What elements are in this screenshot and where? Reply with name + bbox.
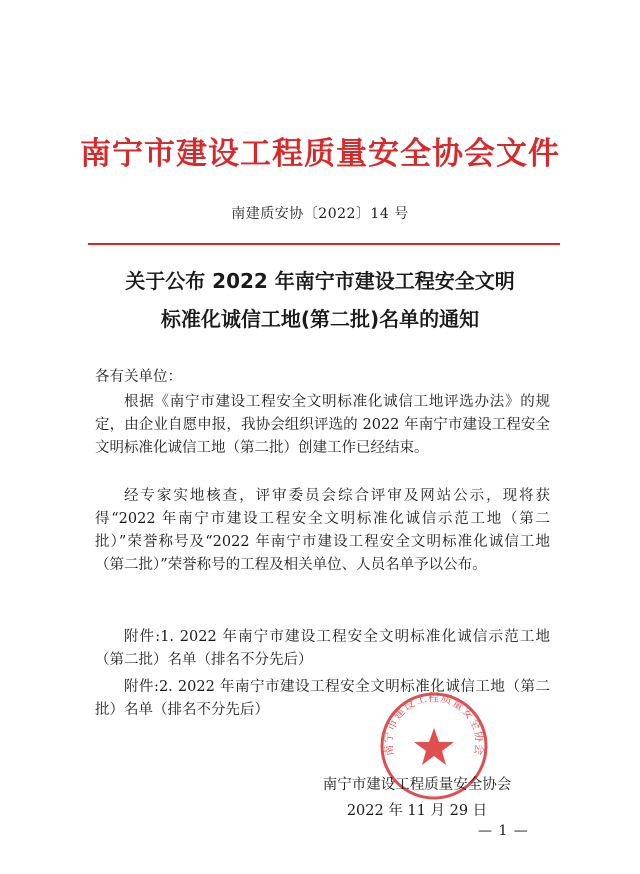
signature-block [300,772,534,824]
notice-title-line1: 关于公布 2022 年南宁市建设工程安全文明 [125,269,515,293]
signature-date: 2022 年 11 月 29 日 [346,803,488,819]
attachment-1: 附件:1. 2022 年南宁市建设工程安全文明标准化诚信示范工地（第二批）名单（排名不分先后） [95,629,550,668]
signature-org: 南宁市建设工程质量安全协会 [322,777,512,793]
salutation: 各有关单位： [95,369,182,385]
seal-text: 南宁市建设工程质量安全协会 [381,691,487,757]
org-header-title: 南宁市建设工程质量安全协会文件 [80,136,560,172]
attachment-2: 附件:2. 2022 年南宁市建设工程安全文明标准化诚信工地（第二批）名单（排名不分先后） [95,679,550,718]
body-paragraph-1: 根据《南宁市建设工程安全文明标准化诚信工地评选办法》的规定，由企业自愿申报，我协会组织评选的 2022 年南宁市建设工程安全文明标准化诚信工地（第二批）创建工作已经结束。 [95,394,550,456]
red-divider [88,243,560,245]
page-number: — 1 — [478,823,529,839]
notice-title [0,262,640,338]
document-number: 南建质安协〔2022〕14 号 [231,206,409,222]
body-paragraph-2: 经专家实地核查，评审委员会综合评审及网站公示，现将获得“2022 年南宁市建设工程安全文明标准化诚信示范工地（第二批）”荣誉称号及“2022 年南宁市建设工程安全文明标准化诚信工地（第二批）”荣誉称号的工程及相关单位、人员名单予以公布。 [95,488,550,573]
notice-title-line2: 标准化诚信工地(第二批)名单的通知 [160,307,480,331]
